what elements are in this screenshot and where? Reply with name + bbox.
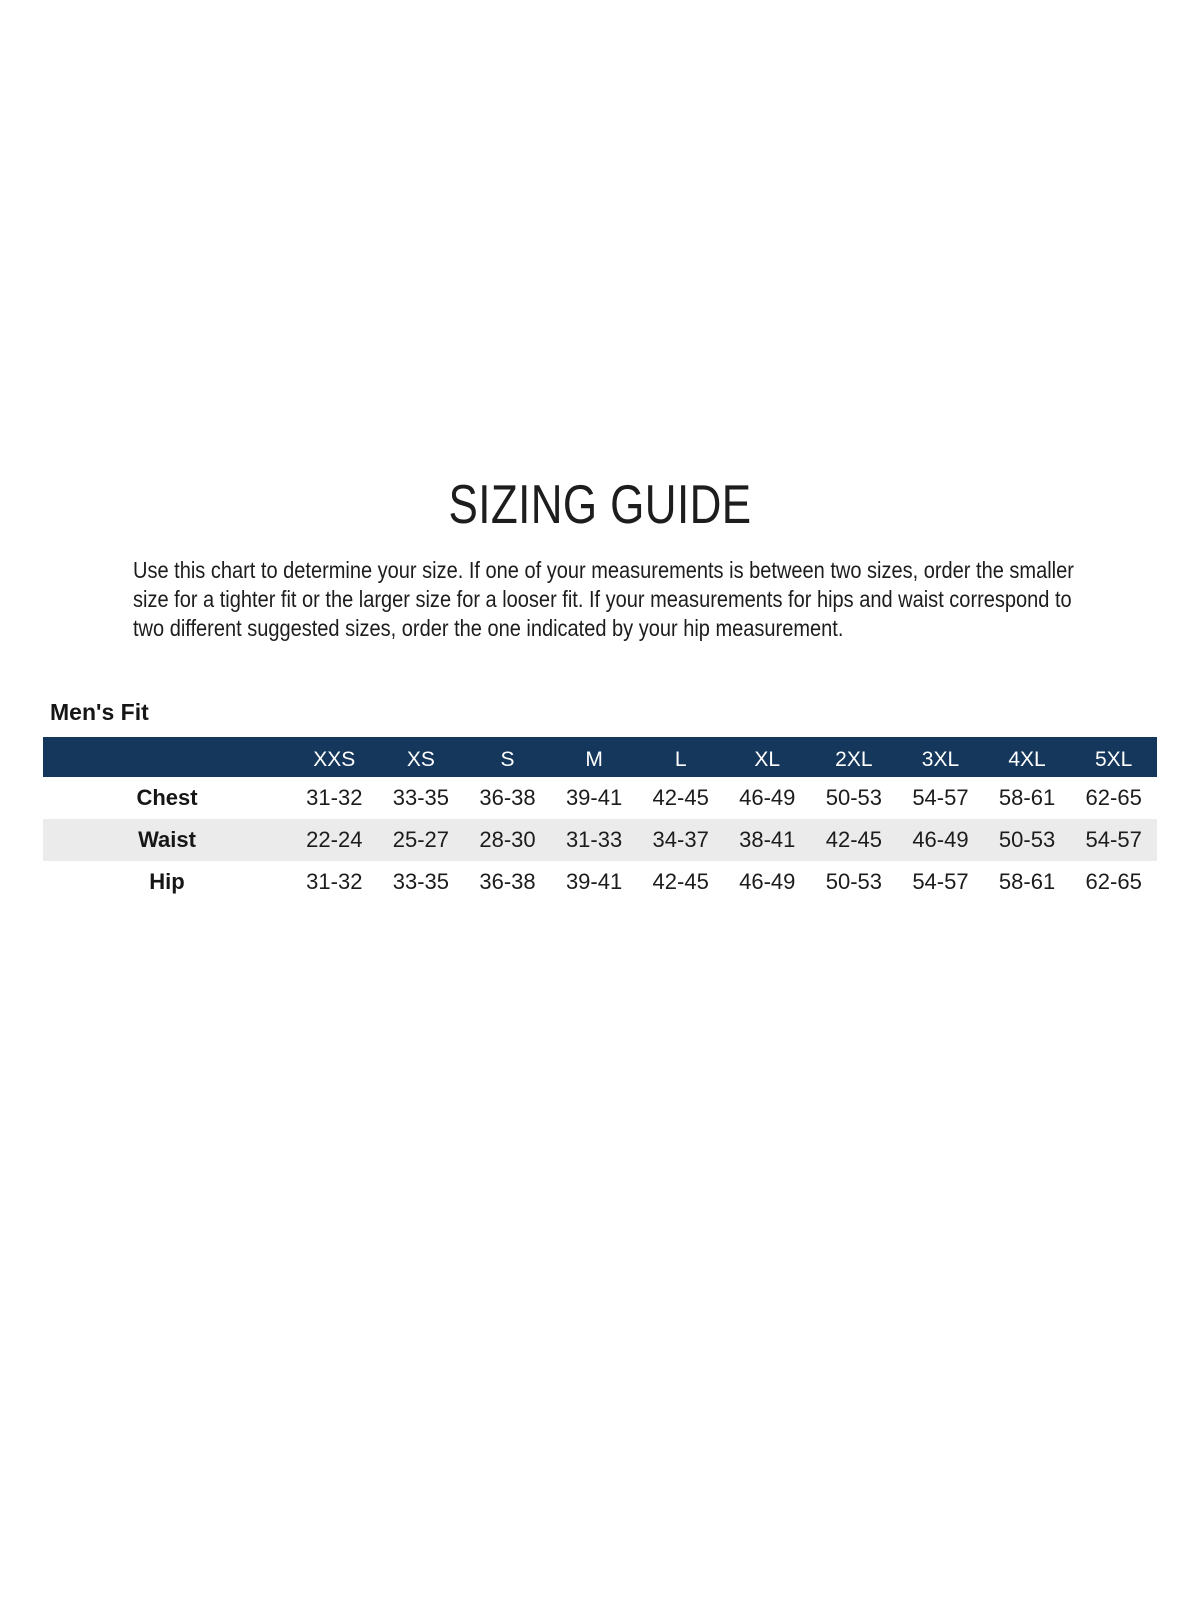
size-cell: 31-33 xyxy=(565,827,623,852)
size-cell: 58-61 xyxy=(998,785,1056,810)
size-column-header: L xyxy=(637,737,724,777)
size-cell: 31-32 xyxy=(306,869,363,894)
size-cell: 33-35 xyxy=(392,785,450,810)
table-row-chest xyxy=(43,777,1157,819)
size-cell: 50-53 xyxy=(825,869,882,894)
size-column-header: 5XL xyxy=(1070,737,1157,777)
size-column-header: M xyxy=(551,737,638,777)
size-cell: 38-41 xyxy=(739,827,796,852)
size-column-header: S xyxy=(464,737,551,777)
size-cell: 31-32 xyxy=(306,785,363,810)
intro-paragraph: Use this chart to determine your size. If one of your measurements is between two sizes, order the smaller size for a tighter fit or the larger size for a looser fit. If your measurements for hips and waist correspond to two different suggested sizes, order the one indicated by your hip measurement. xyxy=(133,557,1074,641)
size-cell: 22-24 xyxy=(306,827,363,852)
mens-fit-size-table xyxy=(43,737,1157,903)
size-cell: 46-49 xyxy=(739,869,796,894)
size-cell: 25-27 xyxy=(392,827,450,852)
size-column-header: XS xyxy=(378,737,465,777)
table-row-waist xyxy=(43,819,1157,861)
size-cell: 54-57 xyxy=(1085,827,1142,852)
row-label: Waist xyxy=(138,827,196,852)
size-cell: 46-49 xyxy=(912,827,969,852)
size-cell: 46-49 xyxy=(739,785,796,810)
size-cell: 54-57 xyxy=(912,869,969,894)
size-column-header: 3XL xyxy=(897,737,984,777)
size-cell: 34-37 xyxy=(652,827,709,852)
size-column-header: 2XL xyxy=(811,737,898,777)
size-cell: 36-38 xyxy=(479,869,536,894)
size-cell: 42-45 xyxy=(652,785,709,810)
row-label: Hip xyxy=(149,869,185,894)
size-cell: 50-53 xyxy=(825,785,882,810)
section-label-mens-fit: Men's Fit xyxy=(50,699,149,725)
size-cell: 33-35 xyxy=(392,869,450,894)
size-column-header: XL xyxy=(724,737,811,777)
size-table-header-row xyxy=(43,737,1157,777)
size-cell: 36-38 xyxy=(479,785,536,810)
row-label: Chest xyxy=(136,785,198,810)
size-cell: 39-41 xyxy=(565,785,623,810)
table-row-hip xyxy=(43,861,1157,903)
size-cell: 62-65 xyxy=(1085,785,1142,810)
size-column-header: 4XL xyxy=(984,737,1071,777)
size-cell: 42-45 xyxy=(825,827,882,852)
size-column-header: XXS xyxy=(291,737,378,777)
size-cell: 39-41 xyxy=(565,869,623,894)
size-cell: 50-53 xyxy=(998,827,1056,852)
page-title: SIZING GUIDE xyxy=(448,473,752,535)
size-cell: 54-57 xyxy=(912,785,969,810)
size-cell: 58-61 xyxy=(998,869,1056,894)
size-cell: 42-45 xyxy=(652,869,709,894)
size-cell: 28-30 xyxy=(479,827,536,852)
table-header-blank-cell xyxy=(43,737,291,777)
size-cell: 62-65 xyxy=(1085,869,1142,894)
